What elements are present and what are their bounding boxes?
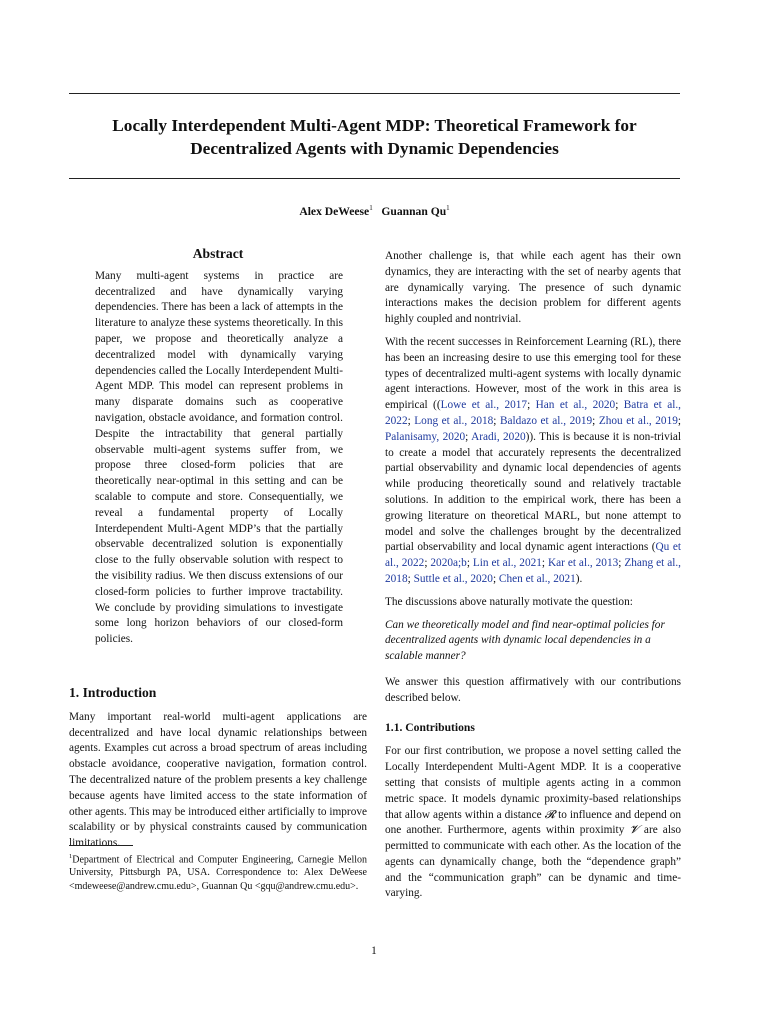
author-affiliation-mark: 1 [446, 204, 450, 212]
citation-separator: ; [407, 414, 415, 427]
citation-link[interactable]: Zhou et al., 2019 [598, 414, 678, 427]
citation-link[interactable]: Long et al., 2018 [414, 414, 494, 427]
research-question: Can we theoretically model and find near-optimal policies for decentralized agents with dynamic local dependencies in a scalable manner? [385, 618, 665, 663]
citation-link[interactable]: Qu et al., 2022 [385, 541, 681, 570]
paragraph-text: are also permitted to communicate with each other. As the location of the agents can dynamically change, both the “dependence graph” and the “communication graph” can be dynamic and time-varying. [385, 824, 681, 900]
intro-paragraph-citations [385, 335, 681, 588]
citation-separator: ; [492, 572, 499, 585]
citation-separator: ; [424, 557, 431, 570]
citation-link[interactable]: Baldazo et al., 2019 [499, 414, 593, 427]
citation-link[interactable]: Kar et al., 2013 [547, 557, 619, 570]
citation-link[interactable]: Han et al., 2020 [535, 399, 616, 412]
footnote-mark: 1 [69, 853, 73, 860]
citation-link[interactable]: Palanisamy, 2020 [385, 430, 466, 443]
paragraph-text: With the recent successes in Reinforcement Learning (RL), there has been an increasing desire to use this emerging tool for these types of decentralized multi-agent systems with locally dynamic agent interactions. However, most of the work in this area is empirical (( [385, 335, 681, 412]
citation-link[interactable]: Zhang et al., 2018 [385, 557, 681, 585]
citation-separator: ; [618, 557, 625, 570]
citation-link[interactable]: Suttle et al., 2020 [413, 572, 493, 585]
intro-paragraph: The discussions above naturally motivate the question: [385, 595, 633, 608]
author-name: Guannan Qu [381, 204, 447, 218]
paper-title: Locally Interdependent Multi-Agent MDP: Theoretical Framework for Decentralized Agents with Dynamic Dependencies [112, 116, 637, 158]
intro-paragraph: We answer this question affirmatively with our contributions described below. [385, 675, 681, 704]
left-column [69, 246, 367, 859]
citation-separator: ; [407, 572, 414, 585]
paragraph-text: to influence and depend on one another. Furthermore, agents within proximity [385, 808, 681, 837]
footnote-rule [69, 845, 133, 846]
abstract-heading: Abstract [192, 246, 244, 261]
contributions-paragraph [385, 744, 681, 902]
citation-separator: ; [592, 414, 599, 427]
title-rule-top [69, 93, 680, 94]
intro-paragraph: Another challenge is, that while each agent has their own dynamics, they are interacting with the set of nearby agents that are dynamically varying. The presence of such dynamic interactions makes the decision problem for different agents highly coupled and nontrivial. [385, 250, 681, 326]
author-name: Alex DeWeese [299, 204, 370, 218]
author-list [69, 204, 680, 218]
introduction-heading: 1. Introduction [69, 684, 157, 700]
author-affiliation-mark: 1 [369, 204, 373, 212]
citation-separator: ; [466, 557, 473, 570]
contributions-heading: 1.1. Contributions [385, 720, 475, 734]
citation-link[interactable]: 2020a;b [430, 557, 467, 570]
intro-paragraph: Many important real-world multi-agent applications are decentralized and have local dynamic relationships between agents. Examples cut across a broad spectrum of areas including obstacle avoidance, cooperative navigation, formation control. The decentralized nature of the problem presents a key challenge because agents have limited access to the state information of other agents. This may be introduced either artificially to improve scalability or by physical constraints caused by communication limitations. [69, 710, 367, 850]
affiliation-footnote [69, 850, 367, 893]
abstract-text: Many multi-agent systems in practice are decentralized and have dynamically varying dependencies. There has been a lack of attempts in the literature to analyze these systems theoretically. In this paper, we propose and theoretically analyze a decentralized model with dynamically varying dependencies called the Locally Interdependent Multi-Agent MDP. This model can represent problems in many disparate domains such as cooperative navigation, obstacle avoidance, and formation control. Despite the intractability that general partially observable multi-agent systems suffer from, we propose three closed-form policies that are theoretically near-optimal in this setting and can be scalable to compute and store. Consequentially, we reveal a fundamental property of Locally Interdependent Multi-Agent MDP’s that the partially observable decentralized solution is exponentially close to the fully observable solution with respect to the visibility radius. We then discuss extensions of our closed-form policies to further improve tractability. We conclude by providing simulations to investigate some long horizon behaviors of our closed-form policies. [95, 269, 343, 646]
citation-link[interactable]: Lin et al., 2021 [472, 557, 542, 570]
citation-link[interactable]: Lowe et al., 2017 [440, 399, 528, 412]
right-column [385, 249, 681, 909]
paragraph-text: )). This is because it is non-trivial to create a model that accurately represents the decentralized partial observability and dynamic local dependencies of agents while producing theoretically sound and relatively tractable solutions. In addition to the empirical work, there has been a growing literature on theoretical MARL, but none attempt to model and solve the challenges brought by the decentralized partial observability and local dynamic agent interactions ( [385, 430, 682, 554]
citation-link[interactable]: Aradi, 2020 [471, 430, 526, 443]
citation-link[interactable]: Batra et al., 2022 [385, 399, 681, 427]
citation-separator: ; [465, 430, 472, 443]
math-symbol-R: 𝓡 [544, 808, 556, 821]
citation-separator: ; [493, 414, 500, 427]
paragraph-text: ). [575, 572, 583, 585]
citation-separator: ; [541, 557, 548, 570]
math-symbol-V: 𝓥 [629, 824, 639, 837]
citation-separator: ; [527, 399, 536, 412]
citation-link[interactable]: Chen et al., 2021 [498, 572, 576, 585]
paragraph-text: For our first contribution, we propose a novel setting called the Locally Interdependent Multi-Agent MDP. It is a cooperative setting that consists of multiple agents acting in a common metric space. It models dynamic proximity-based relationships that allow agents within a distance [385, 745, 681, 821]
citation-separator: ; [677, 414, 682, 427]
page-number: 1 [371, 945, 377, 957]
title-rule-bottom [69, 178, 680, 179]
footnote-text: Department of Electrical and Computer Engineering, Carnegie Mellon University, Pittsburgh PA, USA. Correspondence to: Alex DeWeese <mdeweese@andrew.cmu.edu>, Guannan Qu <gqu@andrew.cmu.edu>. [69, 854, 367, 892]
citation-separator: ; [615, 399, 624, 412]
